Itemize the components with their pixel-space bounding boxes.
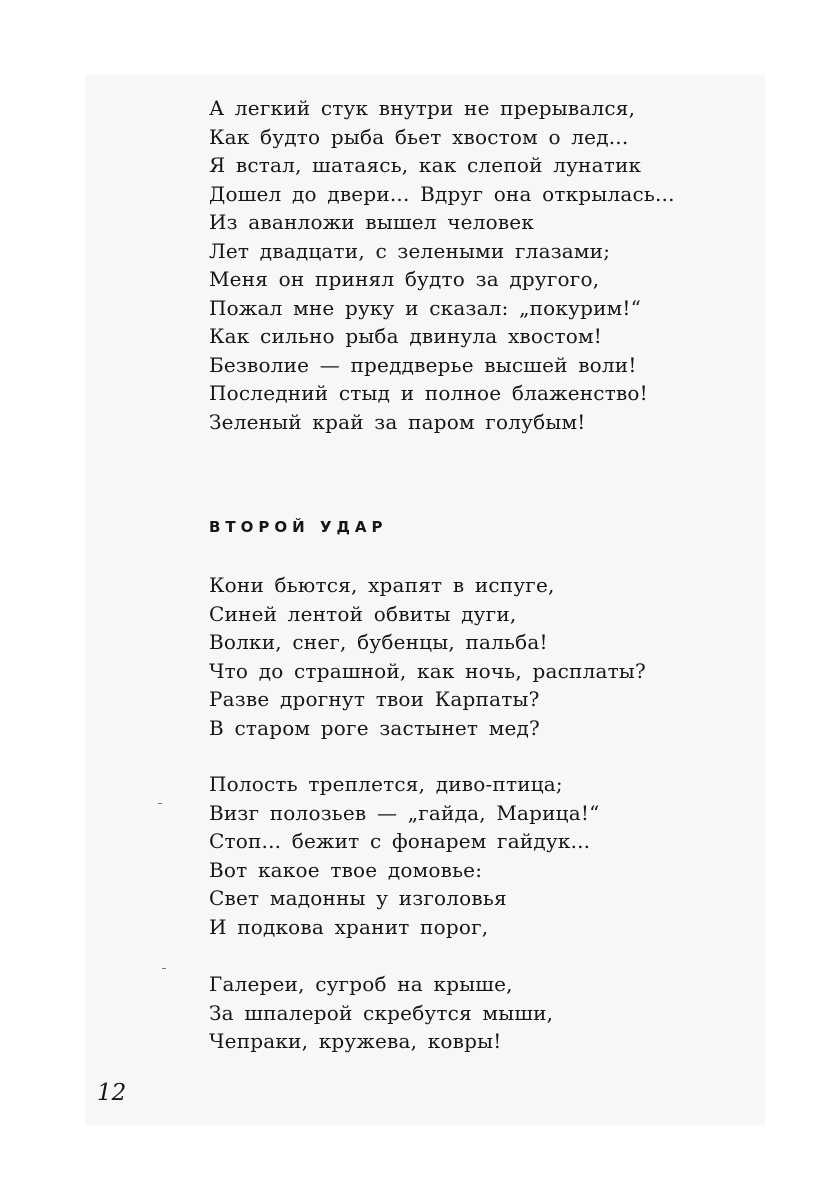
poem-line: Я встал, шатаясь, как слепой лунатик [209, 153, 642, 177]
margin-mark [158, 803, 162, 804]
poem-stanza-4 [209, 970, 553, 1056]
poem-line: Полость треплется, диво-птица; [209, 772, 563, 796]
poem-line: Свет мадонны у изголовья [209, 886, 507, 910]
poem-line: Синей лентой обвиты дуги, [209, 601, 517, 626]
poem-stanza-3 [209, 770, 600, 941]
poem-stanza-2 [209, 571, 646, 742]
poem-line: Кони бьются, храпят в испуге, [209, 573, 555, 597]
poem-line: Что до страшной, как ночь, расплаты? [209, 658, 646, 683]
poem-line: Последний стыд и полное блаженство! [209, 381, 648, 405]
poem-line: Меня он принял будто за другого, [209, 267, 600, 291]
poem-line: Стоп... бежит с фонарем гайдук... [209, 829, 591, 853]
poem-line: Безволие — преддверье высшей воли! [209, 352, 637, 377]
poem-line: И подкова хранит порог, [209, 914, 489, 939]
margin-mark [162, 968, 166, 969]
poem-line: В старом роге застынет мед? [209, 715, 540, 740]
poem-line: Разве дрогнут твои Карпаты? [209, 687, 540, 711]
poem-line: Как будто рыба бьет хвостом о лед... [209, 124, 629, 149]
poem-line: Галереи, сугроб на крыше, [209, 972, 513, 996]
poem-stanza-1 [209, 94, 675, 436]
poem-line: Дошел до двери... Вдруг она открылась... [209, 181, 675, 206]
poem-line: Зеленый край за паром голубым! [209, 409, 586, 434]
poem-line: А легкий стук внутри не прерывался, [209, 96, 636, 120]
poem-line: Чепраки, кружева, ковры! [209, 1029, 502, 1053]
poem-line: Лет двадцати, с зелеными глазами; [209, 238, 611, 263]
poem-line: Вот какое твое домовье: [209, 857, 483, 882]
poem-line: Визг полозьев — „гайда, Марица!“ [209, 800, 600, 825]
poem-line: Волки, снег, бубенцы, пальба! [209, 630, 548, 654]
poem-line: Как сильно рыба двинула хвостом! [209, 324, 603, 348]
page-number: 12 [97, 1080, 127, 1106]
poem-line: Пожал мне руку и сказал: „покурим!“ [209, 295, 642, 320]
poem-line: Из аванложи вышел человек [209, 210, 535, 234]
poem-line: За шпалерой скребутся мыши, [209, 1000, 554, 1025]
section-title: ВТОРОЙ УДАР [209, 518, 388, 536]
